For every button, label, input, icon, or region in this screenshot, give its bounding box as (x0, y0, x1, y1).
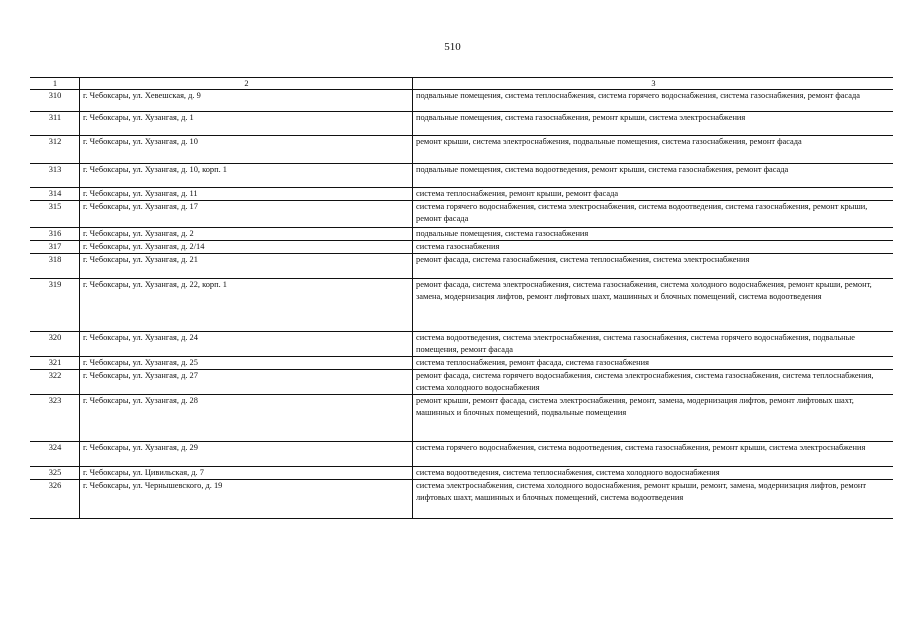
table-row (30, 241, 893, 254)
row-number: 314 (30, 188, 80, 201)
row-number: 319 (30, 279, 80, 332)
row-address: г. Чебоксары, ул. Хузангая, д. 29 (80, 442, 413, 467)
table-row (30, 228, 893, 241)
table-row (30, 332, 893, 357)
row-address: г. Чебоксары, ул. Цивильская, д. 7 (80, 467, 413, 480)
row-works: ремонт фасада, система горячего водоснабжения, система электроснабжения, система газоснабжения, система теплоснабжения, система холодного водоснабжения (413, 370, 894, 395)
table-row (30, 370, 893, 395)
table-row (30, 467, 893, 480)
row-works: подвальные помещения, система газоснабжения (413, 228, 894, 241)
row-address: г. Чебоксары, ул. Хузангая, д. 28 (80, 395, 413, 442)
row-number: 310 (30, 90, 80, 112)
row-number: 315 (30, 201, 80, 228)
row-number: 323 (30, 395, 80, 442)
row-works: ремонт фасада, система электроснабжения, система газоснабжения, система холодного водоснабжения, ремонт крыши, ремонт, замена, модернизация лифтов, ремонт лифтовых шахт, машинных и блочных помещений, система водоотведения (413, 279, 894, 332)
column-header-2: 2 (80, 78, 413, 90)
row-address: г. Чебоксары, ул. Хузангая, д. 27 (80, 370, 413, 395)
row-address: г. Чебоксары, ул. Хузангая, д. 2 (80, 228, 413, 241)
page-number: 510 (444, 41, 461, 53)
building-registry-table (30, 77, 893, 519)
table-row (30, 90, 893, 112)
table-row (30, 480, 893, 519)
table-row (30, 136, 893, 164)
row-works: ремонт фасада, система газоснабжения, система теплоснабжения, система электроснабжения (413, 254, 894, 279)
row-address: г. Чебоксары, ул. Хузангая, д. 21 (80, 254, 413, 279)
row-address: г. Чебоксары, ул. Хузангая, д. 1 (80, 112, 413, 136)
table-row (30, 279, 893, 332)
row-works: ремонт крыши, ремонт фасада, система электроснабжения, ремонт, замена, модернизация лифтов, ремонт лифтовых шахт, машинных и блочных помещений, подвальные помещения (413, 395, 894, 442)
table-row (30, 201, 893, 228)
row-works: ремонт крыши, система электроснабжения, подвальные помещения, система газоснабжения, ремонт фасада (413, 136, 894, 164)
row-address: г. Чебоксары, ул. Хевешская, д. 9 (80, 90, 413, 112)
table-row (30, 188, 893, 201)
row-number: 320 (30, 332, 80, 357)
row-works: система водоотведения, система теплоснабжения, система холодного водоснабжения (413, 467, 894, 480)
row-address: г. Чебоксары, ул. Чернышевского, д. 19 (80, 480, 413, 519)
row-address: г. Чебоксары, ул. Хузангая, д. 10, корп. 1 (80, 164, 413, 188)
row-number: 321 (30, 357, 80, 370)
row-number: 318 (30, 254, 80, 279)
column-header-3: 3 (413, 78, 894, 90)
row-works: система теплоснабжения, ремонт крыши, ремонт фасада (413, 188, 894, 201)
table-row (30, 357, 893, 370)
row-address: г. Чебоксары, ул. Хузангая, д. 24 (80, 332, 413, 357)
row-works: подвальные помещения, система газоснабжения, ремонт крыши, система электроснабжения (413, 112, 894, 136)
table-header-row (30, 78, 893, 90)
row-number: 316 (30, 228, 80, 241)
table-row (30, 112, 893, 136)
row-works: система водоотведения, система электроснабжения, система газоснабжения, система горячего водоснабжения, подвальные помещения, ремонт фасада (413, 332, 894, 357)
row-address: г. Чебоксары, ул. Хузангая, д. 25 (80, 357, 413, 370)
row-address: г. Чебоксары, ул. Хузангая, д. 11 (80, 188, 413, 201)
row-address: г. Чебоксары, ул. Хузангая, д. 10 (80, 136, 413, 164)
row-number: 317 (30, 241, 80, 254)
column-header-1: 1 (30, 78, 80, 90)
table-row (30, 164, 893, 188)
table-row (30, 254, 893, 279)
row-number: 322 (30, 370, 80, 395)
row-works: подвальные помещения, система теплоснабжения, система горячего водоснабжения, система газоснабжения, ремонт фасада (413, 90, 894, 112)
row-address: г. Чебоксары, ул. Хузангая, д. 22, корп. 1 (80, 279, 413, 332)
row-address: г. Чебоксары, ул. Хузангая, д. 17 (80, 201, 413, 228)
row-works: система газоснабжения (413, 241, 894, 254)
row-address: г. Чебоксары, ул. Хузангая, д. 2/14 (80, 241, 413, 254)
row-works: система горячего водоснабжения, система водоотведения, система газоснабжения, ремонт крыши, система электроснабжения (413, 442, 894, 467)
row-works: система горячего водоснабжения, система электроснабжения, система водоотведения, система газоснабжения, ремонт крыши, ремонт фасада (413, 201, 894, 228)
row-works: система теплоснабжения, ремонт фасада, система газоснабжения (413, 357, 894, 370)
table-row (30, 442, 893, 467)
row-number: 326 (30, 480, 80, 519)
table-row (30, 395, 893, 442)
row-number: 324 (30, 442, 80, 467)
row-number: 312 (30, 136, 80, 164)
row-works: система электроснабжения, система холодного водоснабжения, ремонт крыши, ремонт, замена, модернизация лифтов, ремонт лифтовых шахт, машинных и блочных помещений, система водоотведения (413, 480, 894, 519)
row-works: подвальные помещения, система водоотведения, ремонт крыши, система газоснабжения, ремонт фасада (413, 164, 894, 188)
row-number: 313 (30, 164, 80, 188)
row-number: 325 (30, 467, 80, 480)
row-number: 311 (30, 112, 80, 136)
